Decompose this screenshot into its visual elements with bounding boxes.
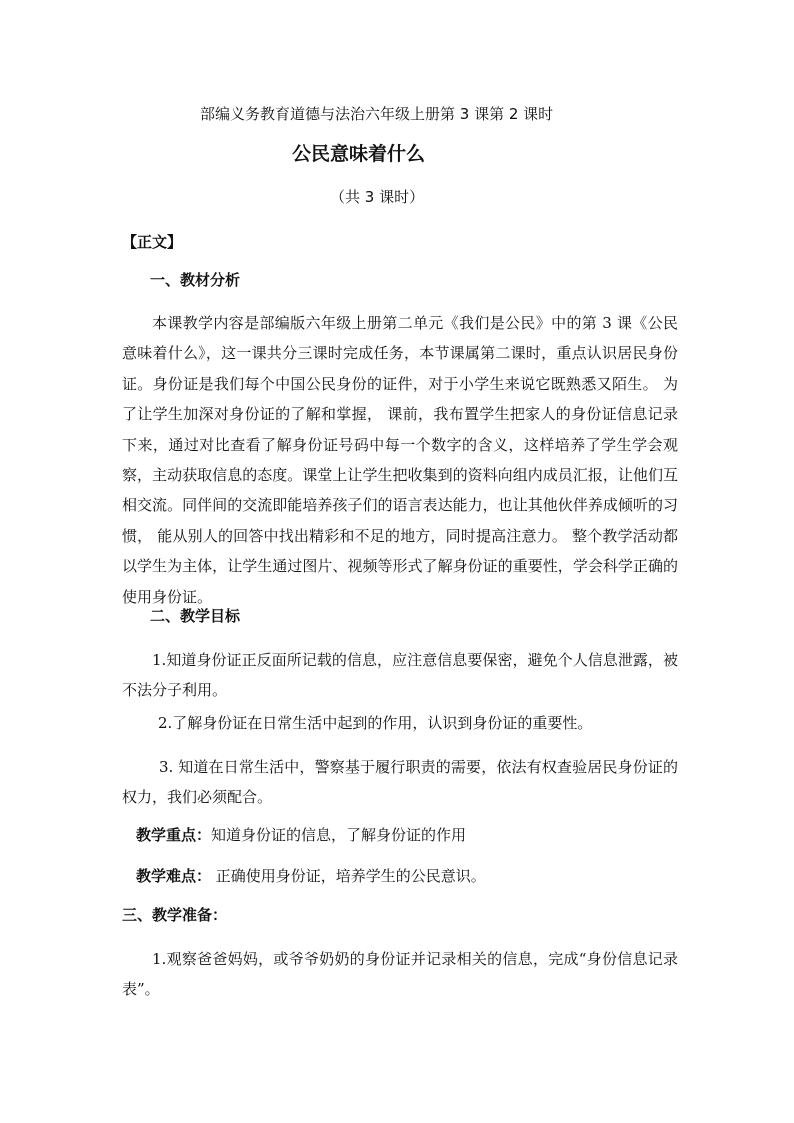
page-subtitle: （共 3 课时） [330,188,425,206]
goal-item-2: 2.了解身份证在日常生活中起到的作用，认识到身份证的重要性。 [158,714,593,732]
section-heading-analysis: 一、教材分析 [150,271,241,289]
key-point-label: 教学重点： [136,826,212,844]
section-heading-goals: 二、教学目标 [150,607,241,625]
difficulty-label: 教学难点： [136,867,212,885]
section-label-zhengwen: 【正文】 [122,233,183,251]
difficulty-point [136,866,486,886]
goal-item-1: 1.知道身份证正反面所记载的信息，应注意信息要保密，避免个人信息泄露，被不法分子利用。 [122,651,678,699]
preparation-item-1: 1.观察爸爸妈妈，或爷爷奶奶的身份证并记录相关的信息，完成“身份信息记录表”。 [122,950,678,998]
difficulty-text: 正确使用身份证，培养学生的公民意识。 [211,867,486,885]
document-header: 部编义务教育道德与法治六年级上册第 3 课第 2 课时 [200,105,554,123]
key-point [136,825,466,845]
section-heading-preparation: 三、教学准备： [122,906,228,924]
analysis-paragraph: 本课教学内容是部编版六年级上册第二单元《我们是公民》中的第 3 课《公民意味着什么》，这一课共分三课时完成任务，本节课属第二课时，重点认识居民身份证。身份证是我们每个中国公民身份的证件，对于小学生来说它既熟悉又陌生。 为了让学生加深对身份证的了解和掌握， 课前，我布置学生把家人的身份证信息记录下来，通过对比查看了解身份证号码中每一个数字的含义，这样培养了学生学会观察，主动获取信息的态度。课堂上让学生把收集到的资料向组内成员汇报，让他们互相交流。同伴间的交流即能培养孩子们的语言表达能力，也让其他伙伴养成倾听的习惯， 能从别人的回答中找出精彩和不足的地方，同时提高注意力。 整个教学活动都以学生为主体，让学生通过图片、视频等形式了解身份证的重要性，学会科学正确的使用身份证。 [122,314,678,606]
key-point-text: 知道身份证的信息，了解身份证的作用 [211,826,467,844]
page-title: 公民意味着什么 [292,143,426,165]
goal-item-3: 3. 知道在日常生活中，警察基于履行职责的需要，依法有权查验居民身份证的权力，我们必须配合。 [122,758,678,806]
